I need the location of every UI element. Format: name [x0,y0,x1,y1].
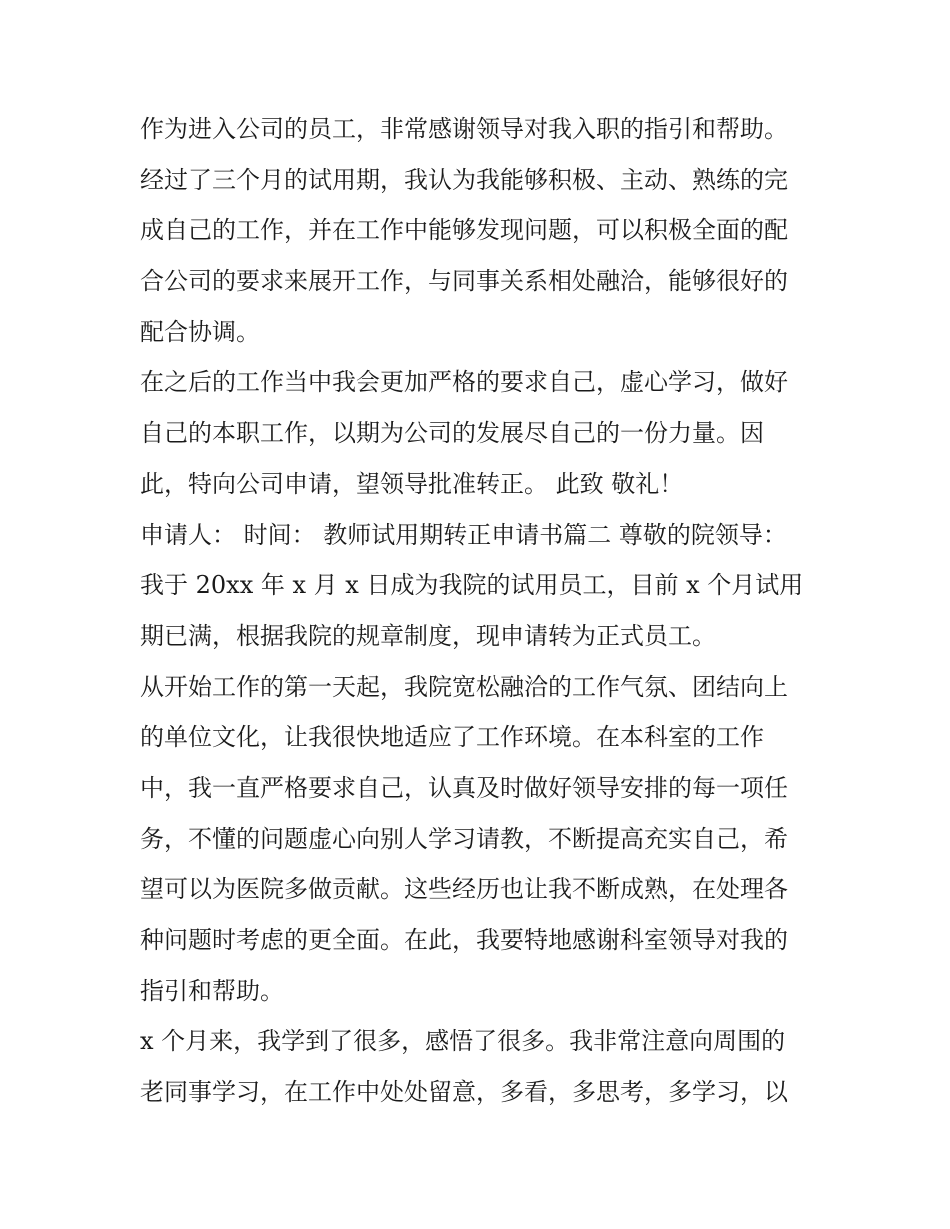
document-body [140,104,820,1118]
text-line: 种问题时考虑的更全面。在此，我要特地感谢科室领导对我的 [140,926,788,954]
text-line: 成自己的工作，并在工作中能够发现问题，可以积极全面的配 [140,216,788,245]
text-line: 作为进入公司的员工，非常感谢领导对我入职的指引和帮助。 [140,115,788,143]
text-line: 的单位文化，让我很快地适应了工作环境。在本科室的工作 [140,723,764,752]
text-line: 经过了三个月的试用期，我认为我能够积极、主动、熟练的完 [140,165,788,194]
text-line: 望可以为医院多做贡献。这些经历也让我不断成熟，在处理各 [140,875,788,904]
text-line: 期已满，根据我院的规章制度，现申请转为正式员工。 [140,621,716,650]
text-line: 我于 20xx 年 x 月 x 日成为我院的试用员工，目前 x 个月试用 [140,571,804,600]
text-line: x 个月来，我学到了很多，感悟了很多。我非常注意向周围的 [140,1027,786,1056]
text-line: 中，我一直严格要求自己，认真及时做好领导安排的每一项任 [140,773,788,802]
text-line: 此，特向公司申请，望领导批准转正。 此致 敬礼！ [140,469,684,498]
text-line: 配合协调。 [140,317,260,346]
text-line: 申请人： 时间： 教师试用期转正申请书篇二 尊敬的院领导： [140,520,787,549]
text-line: 在之后的工作当中我会更加严格的要求自己，虚心学习，做好 [140,368,788,397]
text-line: 合公司的要求来展开工作，与同事关系相处融洽，能够很好的 [140,267,788,296]
text-line: 老同事学习，在工作中处处留意，多看，多思考，多学习，以 [140,1078,788,1107]
text-line: 指引和帮助。 [140,976,284,1005]
text-line: 从开始工作的第一天起，我院宽松融洽的工作气氛、团结向上 [140,672,788,701]
text-line: 自己的本职工作，以期为公司的发展尽自己的一份力量。因 [140,419,764,448]
text-line: 务，不懂的问题虚心向别人学习请教，不断提高充实自己，希 [140,824,788,853]
